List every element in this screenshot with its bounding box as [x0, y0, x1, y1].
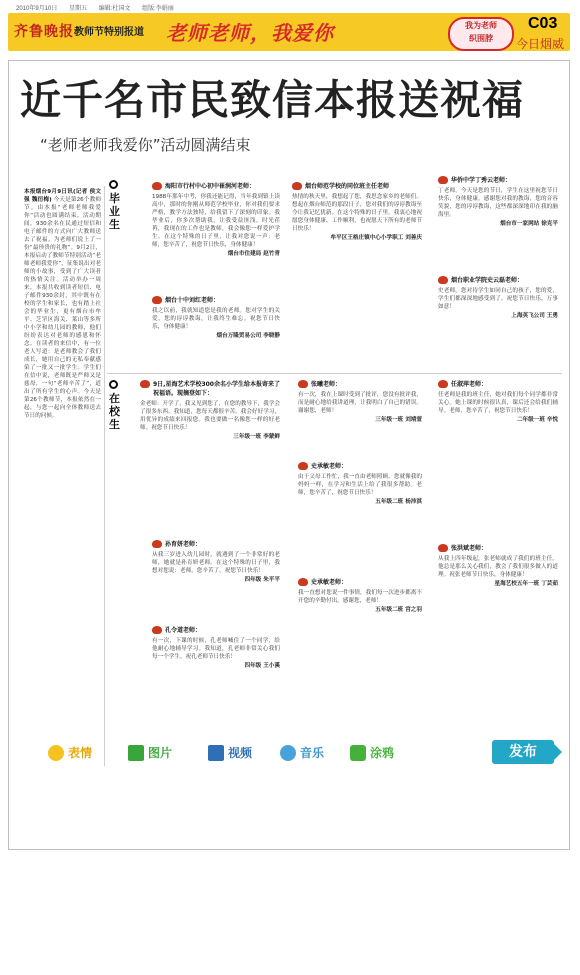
letter-signature: 三年级一班 刘靖萱: [375, 417, 422, 423]
toolbar-video[interactable]: 视频: [208, 740, 252, 766]
letter-signature: 牟平区王格庄镇中心小学职工 刘善庆: [330, 235, 422, 241]
letter-body: 从我上四年级起，张老师就成了我们的班主任。他总是那么关心我们，教会了我们很多做人的道理。祝张老师节日快乐，身体健康！: [438, 556, 558, 578]
letter-signature: 四年级 朱平平: [244, 577, 280, 583]
image-icon: [128, 745, 144, 761]
letter-body: 任老师是我的班主任，她对我们每个同学都非常关心。她上课的时候很认真，课后还会给我们辅导。老师，您辛苦了，祝您节日快乐！: [438, 392, 558, 414]
newspaper-logo: 齐鲁晚报: [14, 24, 74, 40]
letter-body: 从我三岁进入幼儿园时，就遇到了一个非常好的老师，她就是孙育妍老师。在这个特殊的日子里，我想对您说：老师，您辛苦了，祝您节日快乐！: [152, 552, 280, 574]
letter-signature: 五年级二班 杨沛淇: [375, 499, 422, 505]
page-number: C03: [528, 15, 558, 32]
letter-card: [152, 626, 280, 722]
flower-icon: [438, 544, 448, 552]
flower-icon: [152, 182, 162, 190]
letter-body: 我一直想对您说一件事情，我们每一次进步都离不开您的辛勤付出。感谢您，老师！: [298, 590, 422, 604]
banner-slogan: 老师老师，我爱你: [166, 21, 334, 45]
flower-icon: [298, 578, 308, 586]
section-in-school-label: 在校生: [109, 392, 120, 431]
section-bullet-icon: [109, 380, 118, 389]
masthead-info: [16, 3, 566, 13]
letter-signature: 二年级一班 辛悦: [516, 417, 558, 423]
toolbar-doodle[interactable]: 涂鸦: [350, 740, 394, 766]
flower-icon: [438, 380, 448, 388]
letter-title: 烟台十中刘红老师：: [152, 296, 280, 305]
bubble-line-1: 我为老师: [465, 21, 497, 30]
flower-icon: [152, 540, 162, 548]
page-topic: 今日烟威: [516, 37, 565, 51]
letter-title: 海阳市行村中心初中崔润河老师：: [152, 182, 280, 191]
toolbar-music[interactable]: 音乐: [280, 740, 324, 766]
editor-credit: 编辑:杜国文: [98, 6, 131, 12]
letter-title: 史承敏老师：: [298, 462, 422, 471]
letter-card: [140, 380, 280, 530]
letter-body: 金老师：开学了，我又见到您了，在您的教导下，我学会了很多东西。我知道，您每天都很辛苦。我会好好学习，用优异的成绩来回报您。我也要做一名像您一样的好老师。祝您节日快乐！: [140, 401, 280, 431]
music-icon: [280, 745, 296, 761]
flower-icon: [152, 626, 162, 634]
letter-title: 任淑萍老师：: [438, 380, 558, 389]
letter-body: 热情的秋天里，我想起了您，我思念家乡的老师们。想起在烟台师范的那段日子，您对我们的谆谆教诲至今让我记忆犹新。在这个特殊的日子里，我衷心地祝愿您身体健康、工作顺利，也祝愿天下所有的老师节日快乐！: [292, 194, 422, 232]
letter-title: 烟台职业学院史云磊老师：: [438, 276, 558, 285]
letter-body: 1988年那年中考，你我还能记得，当年我到镇上读高中，那时的你刚从师范学校毕业，你对我们要求严格，教学方法独特，给我留下了深刻的印象。我毕业后，你多次帮助我，让我受益匪浅。时光荏苒，我现在的工作也是教师，我会像您一样爱护学生。在这个特殊的日子里，让我对您说一声：老师，您辛苦了，祝您节日快乐，身体健康！: [152, 194, 280, 248]
letter-body: 有一次，我在上课时受到了批评，您没有批评我，而是耐心地给我讲道理，让我明白了自己的错误。谢谢您，老师！: [298, 392, 422, 414]
letter-signature: 烟台万隆贸易公司 李晓静: [216, 333, 280, 339]
letter-card: [438, 276, 558, 358]
section-graduated: [109, 180, 121, 231]
toolbar-image[interactable]: 图片: [128, 740, 172, 766]
letter-signature: 五年级二班 宫之羽: [375, 607, 422, 613]
lead-body: 今天是第26个教师节。由本报“老师老师我爱你”活动也圆满结束。活动期间，930余名在民通过短信和电子邮件的方式向广大教师送去了祝福。为老师们说上了一份“最珍贵的礼物”。9月2日，本报启动了教师节特别活动“老师老师我爱你”，征集说出对老师的小故事，受到了广大读者的热情关注。活动举办一周来，本报共收到读者短信、电子邮件930余封，其中既有在校的学生和家长，也有踏上社会的毕业生，更有烟台市牟平、芝罘区海关、莱山等多所中小学和幼儿园的教师，他们纷纷表达对老师的感恩和怀念。在读者的来信中，有一位老人写道：是老师教会了我们成长，她用自己的无私奉献感染了一批又一批学生。学生们在信中说，老师既是严师又是慈母，一句“老师辛苦了”，道出了所有学生的心声。今天是第26个教师节，本报依然在一起，与您一起向全体教师送去节日的问候。: [24, 197, 101, 419]
article-subhead: “老师老师我爱你”活动圆满结束: [40, 136, 251, 154]
section-graduated-label: 毕业生: [109, 192, 120, 231]
lead-column: [24, 188, 101, 768]
issue-weekday: 星期五: [69, 6, 88, 12]
letter-title: 张曦老师：: [298, 380, 422, 389]
letter-body: 由于父母工作忙，我一直由老师照顾。您就像我的妈妈一样，在学习和生活上给了我很多帮助。老师，您辛苦了，祝您节日快乐！: [298, 474, 422, 496]
letter-card: [298, 578, 422, 690]
emoji-icon: [48, 745, 64, 761]
letter-signature: 烟台市住建局 赵竹青: [227, 251, 280, 257]
letter-signature: 三年级一班 李蒙鲜: [233, 434, 280, 440]
letter-title: 9日,星海艺术学校300余名小学生给本报寄来了祝福语。现摘登如下：: [140, 380, 280, 398]
letter-title: 史承敏老师：: [298, 578, 422, 587]
flower-icon: [152, 296, 162, 304]
issue-date: 2010年9月10日: [16, 6, 58, 12]
article-headline: 近千名市民致信本报送祝福: [20, 76, 524, 124]
letter-signature: 烟台市一家网站 徐克平: [500, 221, 558, 227]
letter-card: [152, 182, 280, 286]
lead-title: 本报烟台9月9日讯(记者 侯文强 魏衍梅): [24, 189, 101, 203]
section-title: 教师节特别报道: [74, 27, 144, 38]
flower-icon: [298, 462, 308, 470]
masthead-banner: [8, 13, 570, 51]
post-toolbar: [48, 740, 564, 766]
letter-signature: 星海艺校五年一班 丁芸茹: [494, 581, 558, 587]
letter-card: [292, 182, 422, 358]
letter-title: 张洪斌老师：: [438, 544, 558, 553]
letter-card: [298, 380, 422, 450]
flower-icon: [438, 276, 448, 284]
flower-icon: [298, 380, 308, 388]
letter-title: 孙育妍老师：: [152, 540, 280, 549]
toolbar-emoji[interactable]: 表情: [48, 740, 92, 766]
letter-card: [438, 380, 558, 530]
doodle-icon: [350, 745, 366, 761]
letter-card: [438, 544, 558, 724]
letter-body: 我之以前，我就知道您是我的老师。您对学生的关爱，您的谆谆教诲，让我终生难忘。祝您节日快乐，身体健康！: [152, 308, 280, 330]
letter-title: 华侨中学丁秀云老师：: [438, 176, 558, 185]
video-icon: [208, 745, 224, 761]
designer-credit: 组版:李娟丽: [142, 6, 174, 12]
letter-card: [152, 540, 280, 618]
letter-card: [298, 462, 422, 570]
flower-icon: [438, 176, 448, 184]
section-in-school: [109, 380, 121, 431]
letter-body: 丁老师，今天是您的节日，学生在这里祝您节日快乐，身体健康。感谢您对我的教诲，您的音容笑貌，您的谆谆教诲，这些都深深地印在我的脑海里。: [438, 188, 558, 218]
letter-card: [438, 176, 558, 264]
letter-body: 有一次，下课的时候，孔老师喊住了一个同学，给他耐心地辅导学习。我知道，孔老师非常关心我们每一个学生。祝孔老师节日快乐！: [152, 638, 280, 660]
section-bullet-icon: [109, 180, 118, 189]
letter-card: [152, 296, 280, 356]
flower-icon: [292, 182, 302, 190]
letter-title: 孔令道老师：: [152, 626, 280, 635]
letter-body: 史老师，您对待学生如同自己的孩子，您的爱，学生们都深深地感受到了。祝您节日快乐，万事如意！: [438, 288, 558, 310]
bubble-line-2: 织围脖: [469, 34, 493, 43]
letter-title: 烟台师范学校的同位班主任老师: [292, 182, 422, 191]
section-divider: [107, 373, 562, 374]
publish-button[interactable]: 发布: [492, 740, 554, 764]
column-divider: [104, 186, 105, 766]
flower-icon: [140, 380, 150, 388]
letter-signature: 四年级 王小溪: [244, 663, 280, 669]
weibo-bubble[interactable]: [448, 17, 514, 51]
letter-signature: 上海英飞公司 王勇: [511, 313, 558, 319]
